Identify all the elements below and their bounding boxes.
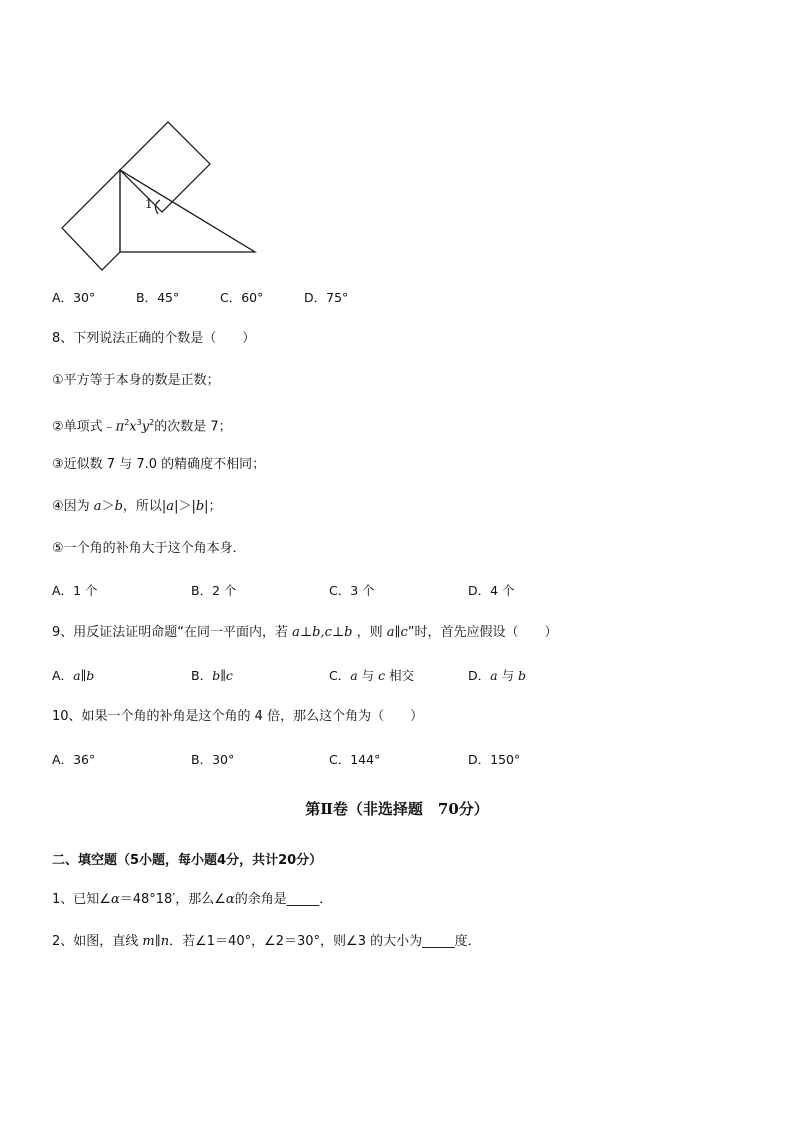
q7-option-b[interactable]: B．45° — [136, 290, 180, 305]
q8-statement-2: ②单项式$﹣\pi^2x^3y^2$的次数是 7； — [52, 418, 232, 435]
geometry-figure — [0, 0, 794, 300]
left-square — [62, 170, 120, 270]
q9-stem: 9、用反证法证明命题“在同一平面内，若 a⊥b,c⊥b ，则 a∥c”时，首先应假设（ ） — [52, 625, 558, 640]
section-heading: 二、填空题（5小题，每小题4分，共计20分） — [52, 853, 323, 868]
q8-statement-5: ⑤一个角的补角大于这个角本身． — [52, 541, 246, 556]
q9-option-b[interactable]: B．b∥c — [191, 668, 233, 683]
q7-option-c[interactable]: C．60° — [220, 290, 264, 305]
upper-square — [120, 122, 210, 212]
angle-label: 1 — [145, 197, 153, 211]
q9-option-d[interactable]: D．a 与 b — [468, 668, 527, 683]
q8-option-d[interactable]: D．4 个 — [468, 583, 515, 598]
q7-option-d[interactable]: D．75° — [304, 290, 349, 305]
q8-statement-3: ③近似数 7 与 7.0 的精确度不相同； — [52, 457, 266, 472]
q8-stem: 8、下列说法正确的个数是（ ） — [52, 331, 256, 346]
triangle — [120, 170, 255, 252]
q10-option-a[interactable]: A．36° — [52, 752, 96, 767]
q10-option-d[interactable]: D．150° — [468, 752, 521, 767]
q9-option-a[interactable]: A．a∥b — [52, 668, 95, 683]
q8-statement-4: ④因为 a＞b，所以|a|＞|b|； — [52, 499, 222, 514]
q8-option-c[interactable]: C．3 个 — [329, 583, 375, 598]
q7-option-a[interactable]: A．30° — [52, 290, 96, 305]
q10-stem: 10、如果一个角的补角是这个角的 4 倍，那么这个角为（ ） — [52, 709, 424, 724]
section-title: 第Ⅱ卷（非选择题 70分） — [305, 800, 489, 818]
q8-option-a[interactable]: A．1 个 — [52, 583, 98, 598]
q10-option-c[interactable]: C．144° — [329, 752, 381, 767]
q8-option-b[interactable]: B．2 个 — [191, 583, 237, 598]
fill-question-1: 1、已知∠α＝48°18′，那么∠α的余角是_____． — [52, 892, 333, 907]
q8-statement-1: ①平方等于本身的数是正数； — [52, 373, 220, 388]
q10-option-b[interactable]: B．30° — [191, 752, 235, 767]
q9-option-c[interactable]: C．a 与 c 相交 — [329, 668, 415, 683]
fill-question-2: 2、如图，直线 m∥n．若∠1＝40°，∠2＝30°，则∠3 的大小为_____度． — [52, 934, 481, 949]
